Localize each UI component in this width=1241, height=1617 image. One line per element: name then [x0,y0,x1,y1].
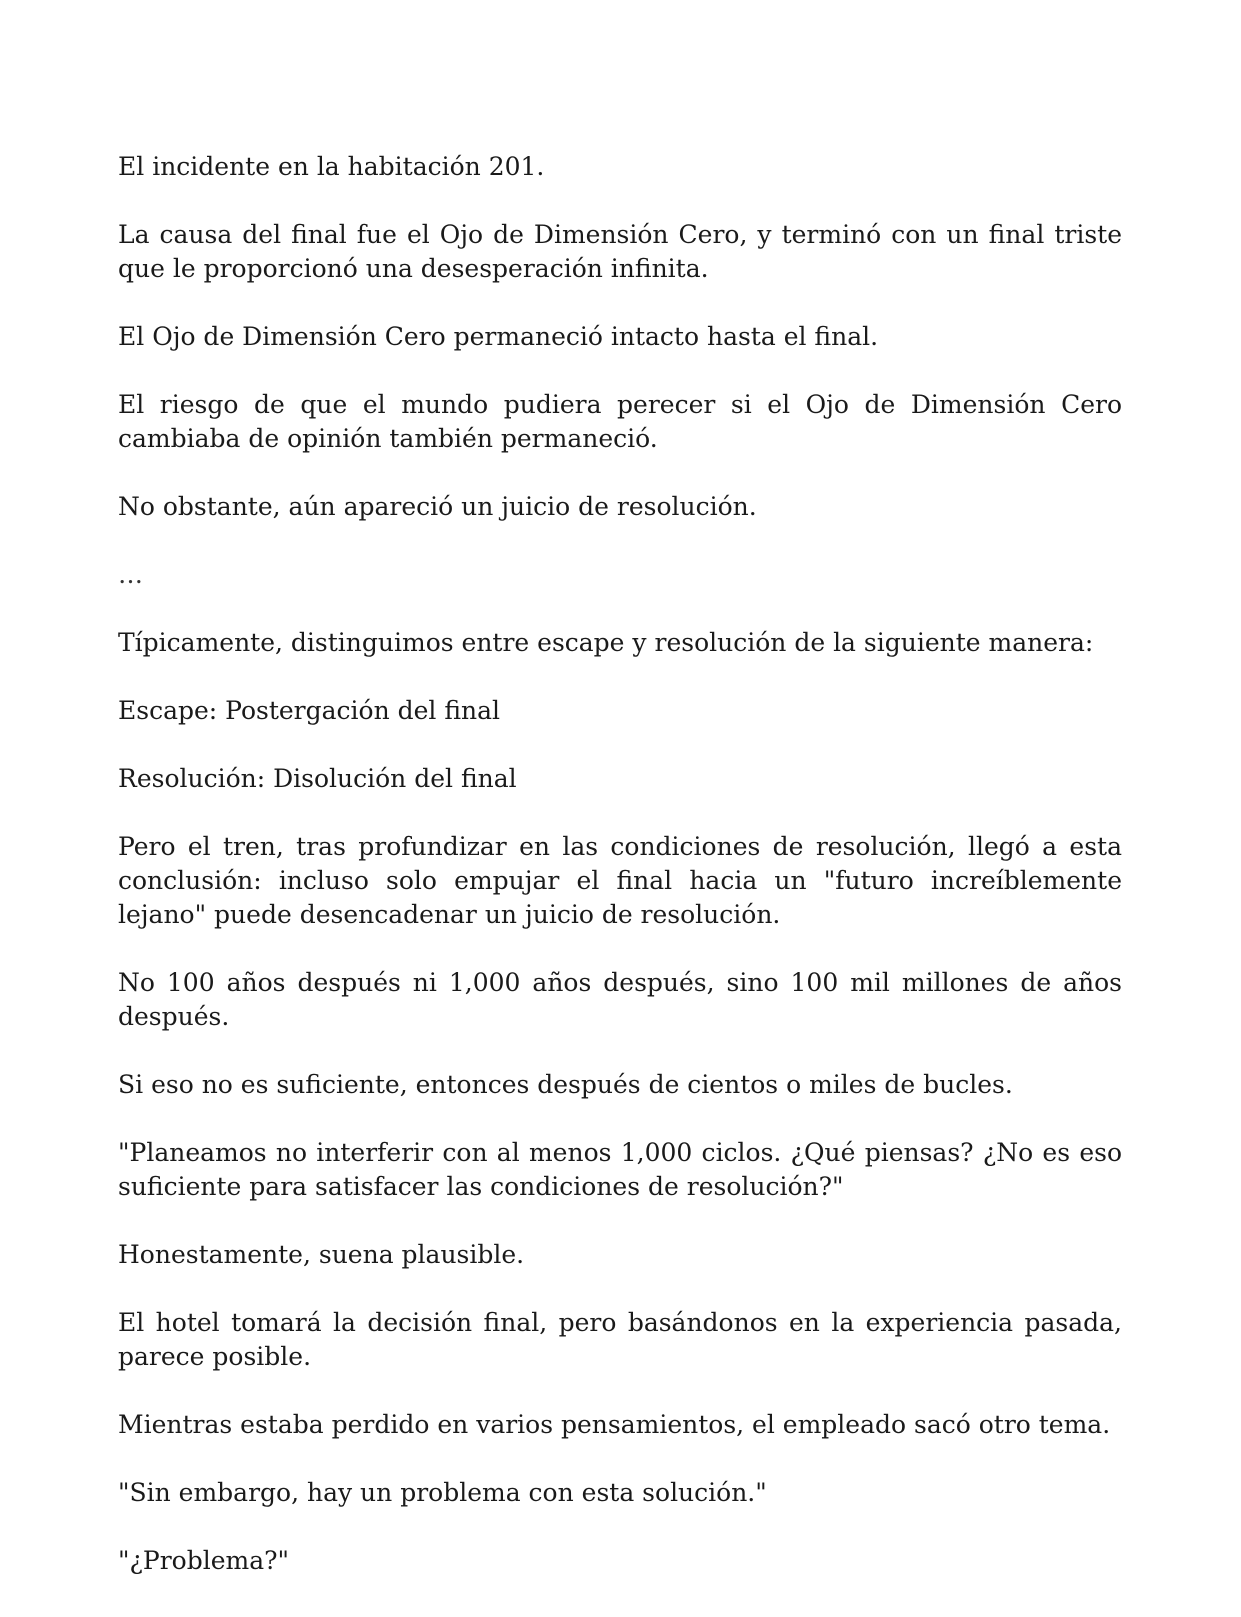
paragraph: El riesgo de que el mundo pudiera perecer si el Ojo de Dimensión Cero cambiaba de opinión también permaneció. [118,390,1122,453]
paragraph: "Planeamos no interferir con al menos 1,000 ciclos. ¿Qué piensas? ¿No es eso suficiente para satisfacer las condiciones de resolución?" [118,1138,1122,1201]
paragraph: El hotel tomará la decisión final, pero basándonos en la experiencia pasada, parece posible. [118,1308,1122,1371]
paragraph: "¿Problema?" [118,1546,290,1575]
paragraph: Honestamente, suena plausible. [118,1240,525,1269]
section-break-ellipsis: … [118,560,144,589]
paragraph: Típicamente, distinguimos entre escape y resolución de la siguiente manera: [118,628,1094,657]
paragraph: Pero el tren, tras profundizar en las condiciones de resolución, llegó a esta conclusión: incluso solo empujar el final hacia un "futuro increíblemente lejano" puede desencadenar un juicio de resolución. [118,832,1122,929]
paragraph: La causa del final fue el Ojo de Dimensión Cero, y terminó con un final triste que le proporcionó una desesperación infinita. [118,220,1122,283]
paragraph: No obstante, aún apareció un juicio de resolución. [118,492,757,521]
paragraph: No 100 años después ni 1,000 años después, sino 100 mil millones de años después. [118,968,1122,1031]
paragraph: Si eso no es suficiente, entonces después de cientos o miles de bucles. [118,1070,1013,1099]
document-body [118,150,1122,1612]
paragraph: El incidente en la habitación 201. [118,152,545,181]
paragraph: El Ojo de Dimensión Cero permaneció intacto hasta el final. [118,322,879,351]
paragraph: Mientras estaba perdido en varios pensamientos, el empleado sacó otro tema. [118,1410,1111,1439]
paragraph: Escape: Postergación del final [118,696,501,725]
paragraph: Resolución: Disolución del final [118,764,517,793]
paragraph: "Sin embargo, hay un problema con esta solución." [118,1478,767,1507]
